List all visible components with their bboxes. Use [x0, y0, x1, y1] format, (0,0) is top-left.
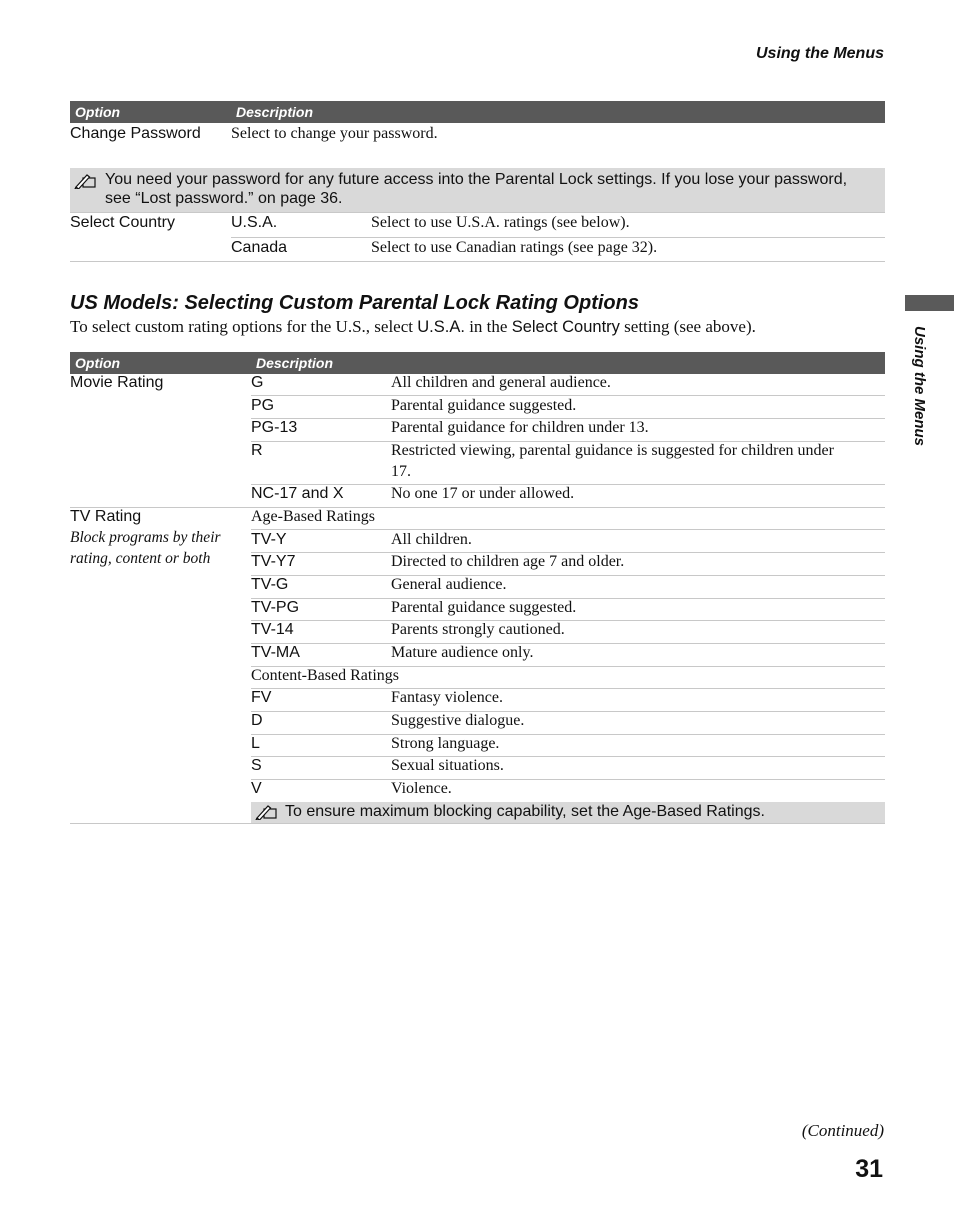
movie-rating-description: Parental guidance for children under 13. — [391, 419, 649, 436]
tv-age-description: General audience. — [391, 576, 507, 593]
password-note-line1: You need your password for any future access into the Parental Lock settings. If you lose your password, — [105, 171, 848, 188]
movie-rating-option: Movie Rating — [70, 374, 164, 391]
section-heading: US Models: Selecting Custom Parental Lock Rating Options — [70, 292, 639, 314]
table1-header — [70, 101, 885, 123]
blocking-note-text: To ensure maximum blocking capability, set the Age-Based Ratings. — [285, 803, 765, 820]
change-password-option: Change Password — [70, 125, 201, 142]
intro-part1: To select custom rating options for the U.S., select — [70, 317, 418, 336]
tv-content-code: L — [251, 735, 260, 752]
divider — [70, 212, 885, 213]
divider — [251, 711, 885, 712]
divider — [70, 823, 885, 824]
tv-age-code: TV-Y — [251, 531, 287, 548]
tv-content-code: V — [251, 780, 262, 797]
movie-rating-description-cont: 17. — [391, 463, 411, 480]
table2-header-description: Description — [256, 355, 334, 371]
tv-age-description: Parents strongly cautioned. — [391, 621, 565, 638]
password-note-line2: see “Lost password.” on page 36. — [105, 190, 343, 207]
divider — [251, 688, 885, 689]
tv-age-code: TV-G — [251, 576, 289, 593]
movie-rating-description: Restricted viewing, parental guidance is suggested for children under — [391, 442, 834, 459]
tv-rating-subtitle-line1: Block programs by their — [70, 529, 221, 546]
movie-rating-description: Parental guidance suggested. — [391, 397, 577, 414]
intro-select-country: Select Country — [511, 318, 620, 336]
divider — [251, 779, 885, 780]
tv-content-code: D — [251, 712, 263, 729]
divider — [231, 237, 885, 238]
divider — [70, 507, 885, 508]
pencil-note-icon — [255, 804, 279, 820]
tv-age-description: Parental guidance suggested. — [391, 599, 577, 616]
tv-content-description: Strong language. — [391, 735, 500, 752]
table1-header-option: Option — [75, 104, 121, 120]
tv-rating-subtitle-line2: rating, content or both — [70, 550, 211, 567]
movie-rating-description: All children and general audience. — [391, 374, 611, 391]
movie-rating-code: R — [251, 442, 263, 459]
change-password-description: Select to change your password. — [231, 125, 438, 142]
divider — [251, 756, 885, 757]
movie-rating-code: PG — [251, 397, 275, 414]
divider — [251, 529, 885, 530]
tv-content-description: Fantasy violence. — [391, 689, 503, 706]
pencil-note-icon — [74, 173, 98, 189]
movie-rating-description: No one 17 or under allowed. — [391, 485, 575, 502]
divider — [251, 395, 885, 396]
tv-age-description: Mature audience only. — [391, 644, 534, 661]
tv-content-description: Suggestive dialogue. — [391, 712, 525, 729]
page-number: 31 — [855, 1155, 883, 1183]
country-canada: Canada — [231, 239, 288, 256]
divider — [70, 261, 885, 262]
section-intro — [70, 317, 756, 337]
divider — [251, 643, 885, 644]
select-country-option: Select Country — [70, 214, 175, 231]
content-based-label: Content-Based Ratings — [251, 667, 399, 684]
side-tab — [905, 295, 954, 311]
side-tab-label: Using the Menus — [911, 326, 928, 447]
country-usa: U.S.A. — [231, 214, 278, 231]
country-usa-description: Select to use U.S.A. ratings (see below). — [371, 214, 630, 231]
movie-rating-code: PG-13 — [251, 419, 298, 436]
running-header: Using the Menus — [755, 45, 884, 62]
country-canada-description: Select to use Canadian ratings (see page 32). — [371, 239, 658, 256]
movie-rating-code: NC-17 and X — [251, 485, 344, 502]
tv-age-description: All children. — [391, 531, 472, 548]
divider — [251, 620, 885, 621]
tv-rating-option: TV Rating — [70, 508, 142, 525]
intro-part2: in the — [464, 317, 512, 336]
tv-age-code: TV-Y7 — [251, 553, 296, 570]
movie-rating-code: G — [251, 374, 264, 391]
intro-part3: setting (see above). — [619, 317, 756, 336]
tv-age-code: TV-PG — [251, 599, 300, 616]
tv-age-description: Directed to children age 7 and older. — [391, 553, 625, 570]
blocking-note — [251, 802, 885, 823]
table2-header — [70, 352, 885, 374]
table1-header-description: Description — [236, 104, 314, 120]
intro-usa: U.S.A. — [417, 318, 465, 336]
continued-label: (Continued) — [801, 1121, 884, 1140]
table2-header-option: Option — [75, 355, 121, 371]
divider — [251, 575, 885, 576]
divider — [251, 734, 885, 735]
tv-age-code: TV-14 — [251, 621, 294, 638]
tv-content-description: Sexual situations. — [391, 757, 504, 774]
age-based-label: Age-Based Ratings — [251, 508, 375, 525]
tv-content-description: Violence. — [391, 780, 452, 797]
tv-age-code: TV-MA — [251, 644, 300, 661]
tv-content-code: FV — [251, 689, 272, 706]
tv-content-code: S — [251, 757, 262, 774]
password-note — [70, 168, 885, 212]
